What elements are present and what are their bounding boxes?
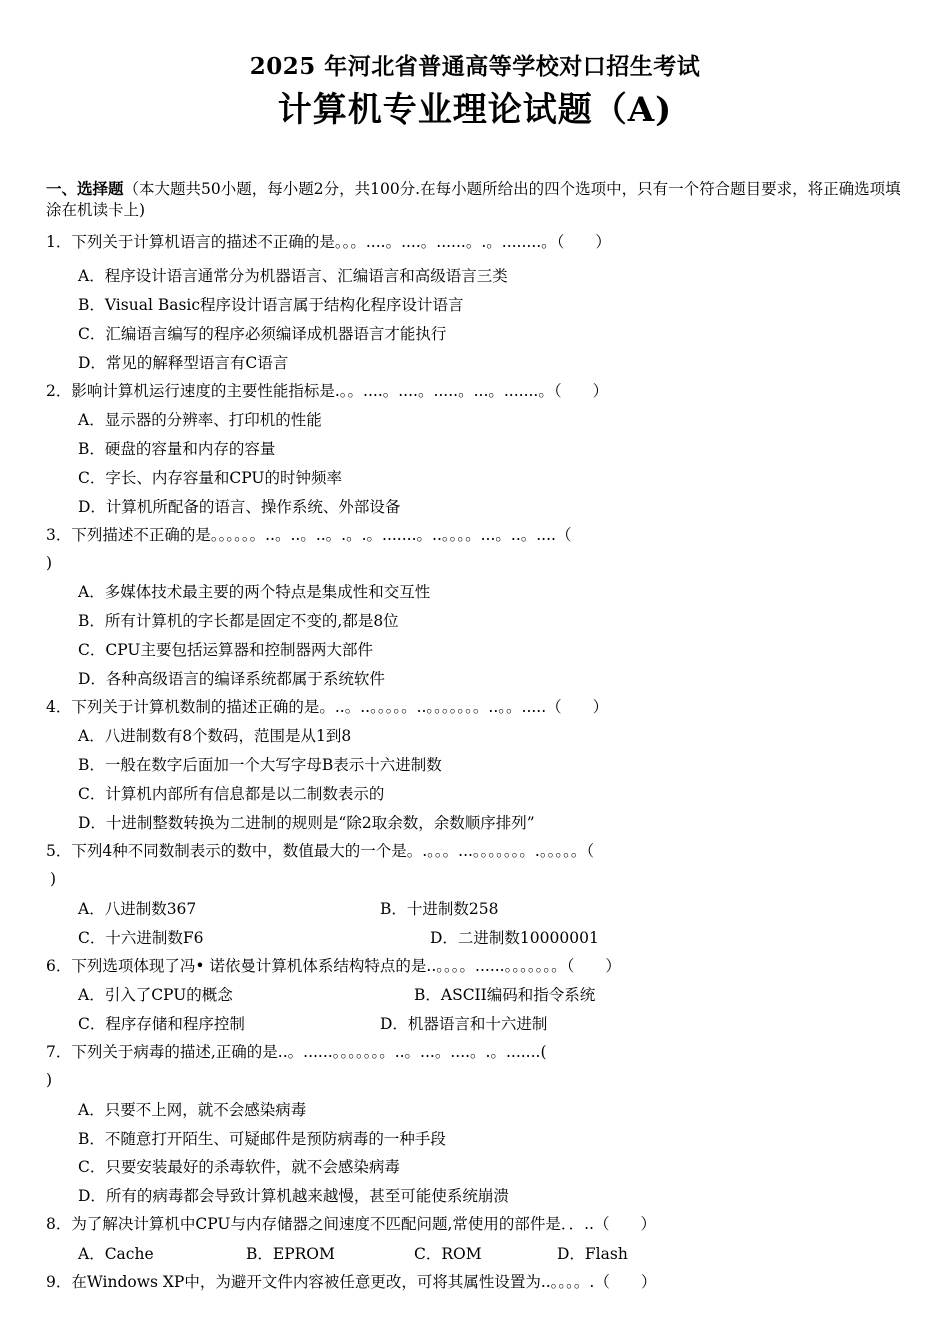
- exam-title: 2025 年河北省普通高等学校对口招生考试: [249, 53, 701, 80]
- section-heading: 一、选择题: [46, 179, 124, 198]
- question-6-stem: 6．下列选项体现了冯• 诺依曼计算机体系结构特点的是..。。。。......。。。。。。。（ ）: [46, 957, 621, 975]
- question-7-stem: 7．下列关于病毒的描述,正确的是..。......。。。。。。。..。...。....。.。.......(: [46, 1043, 547, 1061]
- question-7-stem-continued: ): [46, 1071, 53, 1089]
- question-4-stem: 4．下列关于计算机数制的描述正确的是。..。..。。。。。..。。。。。。。..。。.....（ ）: [46, 698, 609, 716]
- question-6-option-a: A．引入了CPU的概念: [78, 986, 233, 1004]
- exam-subject-title: 计算机专业理论试题（A): [277, 90, 673, 130]
- question-2-stem: 2．影响计算机运行速度的主要性能指标是.。。....。....。.....。...。.......。（ ）: [46, 382, 609, 400]
- question-4-option-b: B．一般在数字后面加一个大写字母B表示十六进制数: [78, 756, 442, 774]
- question-9-stem: 9．在Windows XP中，为避开文件内容被任意更改，可将其属性设置为..。。。。.（ ）: [46, 1273, 657, 1291]
- question-1-option-a: A．程序设计语言通常分为机器语言、汇编语言和高级语言三类: [78, 267, 508, 285]
- question-8-option-d: D．Flash: [557, 1245, 628, 1263]
- question-1-option-d: D．常见的解释型语言有C语言: [78, 354, 289, 372]
- question-2-option-a: A．显示器的分辨率、打印机的性能: [78, 411, 322, 429]
- question-3-option-c: C．CPU主要包括运算器和控制器两大部件: [78, 641, 373, 659]
- question-5-option-a: A．八进制数367: [78, 900, 197, 918]
- question-1-stem: 1．下列关于计算机语言的描述不正确的是。。。....。....。......。.。........。（ ）: [46, 233, 611, 251]
- question-3-stem: 3．下列描述不正确的是。。。。。。..。..。..。.。.。.......。..。。。。...。..。....（: [46, 526, 572, 544]
- question-4-option-d: D．十进制整数转换为二进制的规则是“除2取余数，余数顺序排列”: [78, 814, 535, 832]
- section-instruction: （本大题共50小题，每小题2分，共100分.在每小题所给出的四个选项中，只有一个符合题目要求，将正确选项填涂在机读卡上): [46, 180, 901, 219]
- question-8-stem: 8．为了解决计算机中CPU与内存储器之间速度不匹配问题,常使用的部件是．．..（ ）: [46, 1215, 656, 1233]
- question-5-option-b: B．十进制数258: [380, 900, 499, 918]
- question-3-option-d: D．各种高级语言的编译系统都属于系统软件: [78, 670, 385, 688]
- question-7-option-a: A．只要不上网，就不会感染病毒: [78, 1101, 307, 1119]
- question-7-option-b: B．不随意打开陌生、可疑邮件是预防病毒的一种手段: [78, 1130, 446, 1148]
- question-2-option-d: D．计算机所配备的语言、操作系统、外部设备: [78, 498, 401, 516]
- question-4-option-c: C．计算机内部所有信息都是以二制数表示的: [78, 785, 385, 803]
- question-3-stem-continued: ): [46, 554, 53, 572]
- question-6-option-c: C．程序存储和程序控制: [78, 1015, 245, 1033]
- question-1-option-b: B．Visual Basic程序设计语言属于结构化程序设计语言: [78, 296, 464, 314]
- question-3-option-b: B．所有计算机的字长都是固定不变的,都是8位: [78, 612, 399, 630]
- question-2-option-c: C．字长、内存容量和CPU的时钟频率: [78, 469, 342, 487]
- question-5-stem: 5．下列4种不同数制表示的数中，数值最大的一个是。.。。。...。。。。。。。.。。。。。（: [46, 842, 595, 860]
- section-intro: [46, 178, 906, 221]
- question-2-option-b: B．硬盘的容量和内存的容量: [78, 440, 276, 458]
- question-5-option-d: D．二进制数10000001: [430, 929, 599, 947]
- question-8-option-b: B．EPROM: [246, 1245, 335, 1263]
- question-8-option-c: C．ROM: [414, 1245, 482, 1263]
- question-6-option-d: D．机器语言和十六进制: [380, 1015, 548, 1033]
- question-6-option-b: B．ASCII编码和指令系统: [414, 986, 596, 1004]
- question-4-option-a: A．八进制数有8个数码，范围是从1到8: [78, 727, 352, 745]
- question-5-option-c: C．十六进制数F6: [78, 929, 204, 947]
- question-8-option-a: A．Cache: [78, 1245, 154, 1263]
- question-7-option-c: C．只要安装最好的杀毒软件，就不会感染病毒: [78, 1158, 400, 1176]
- question-5-stem-continued: ): [50, 870, 57, 888]
- question-7-option-d: D．所有的病毒都会导致计算机越来越慢，甚至可能使系统崩溃: [78, 1187, 509, 1205]
- question-1-option-c: C．汇编语言编写的程序必须编译成机器语言才能执行: [78, 325, 447, 343]
- question-3-option-a: A．多媒体技术最主要的两个特点是集成性和交互性: [78, 583, 431, 601]
